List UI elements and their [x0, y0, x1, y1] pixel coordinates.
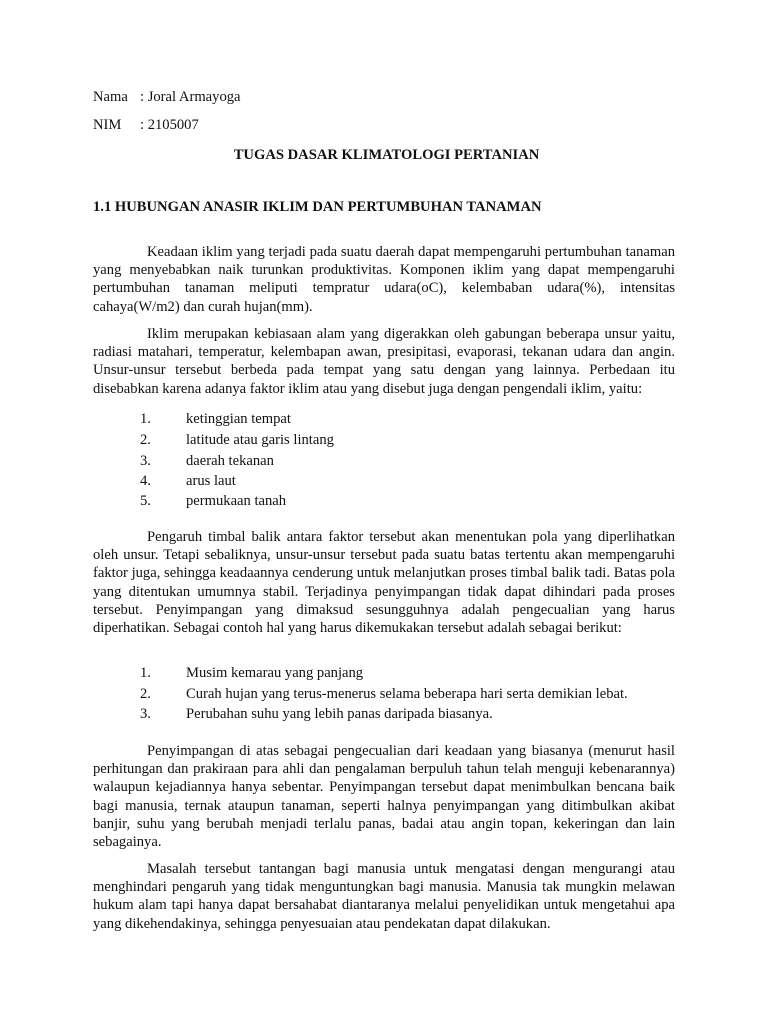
paragraph-3-text: Pengaruh timbal balik antara faktor tersebut akan menentukan pola yang diperlihatkan oleh unsur. Tetapi sebaliknya, unsur-unsur tersebut pada suatu batas tertentu akan mempengaruhi faktor juga, sehingga keadaannya cenderung untuk melanjutkan proses timbal balik tadi. Batas pola yang ditentukan umumnya stabil. Terjadinya penyimpangan tidak dapat dihindari pada proses tersebut. Penyimpangan yang dimaksud sesungguhnya adalah pengecualian yang harus diperhatikan. Sebagai contoh hal yang harus dikemukakan tersebut adalah sebagai berikut:	[93, 529, 675, 637]
paragraph-1	[93, 243, 675, 316]
nim-value: : 2105007	[140, 117, 199, 133]
list-item-text: Musim kemarau yang panjang	[186, 665, 364, 681]
list-item-text: daerah tekanan	[186, 453, 274, 469]
list-item-number: 3.	[140, 453, 151, 469]
list-item-number: 2.	[140, 432, 151, 448]
list-item-number: 2.	[140, 686, 151, 702]
list-item-number: 1.	[140, 411, 151, 427]
paragraph-4	[93, 742, 675, 851]
document-title: TUGAS DASAR KLIMATOLOGI PERTANIAN	[233, 147, 540, 163]
section-heading: 1.1 HUBUNGAN ANASIR IKLIM DAN PERTUMBUHAN TANAMAN	[93, 199, 542, 215]
name-value: : Joral Armayoga	[140, 89, 241, 105]
list-item-number: 1.	[140, 665, 151, 681]
list-item-text: Perubahan suhu yang lebih panas daripada biasanya.	[186, 706, 493, 722]
paragraph-5-text: Masalah tersebut tantangan bagi manusia untuk mengatasi dengan mengurangi atau menghindari pengaruh yang tidak menguntungkan bagi manusia. Manusia tak mungkin melawan hukum alam tapi hanya dapat bersahabat diantaranya melalui penyelidikan untuk mengetahui apa yang dikehendakinya, sehingga penyesuaian atau pendekatan dapat dilakukan.	[93, 861, 675, 932]
name-label: Nama	[93, 89, 128, 105]
nim-label: NIM	[93, 117, 122, 133]
paragraph-2-text: Iklim merupakan kebiasaan alam yang digerakkan oleh gabungan beberapa unsur yaitu, radiasi matahari, temperatur, kelembapan awan, presipitasi, evaporasi, tekanan udara dan angin. Unsur-unsur tersebut berbeda pada tempat yang satu dengan yang lainnya. Perbedaan itu disebabkan karena adanya faktor iklim atau yang disebut juga dengan pengendali iklim, yaitu:	[93, 326, 675, 397]
list-item-text: Curah hujan yang terus-menerus selama beberapa hari serta demikian lebat.	[186, 686, 628, 702]
list-item-text: latitude atau garis lintang	[186, 432, 334, 448]
list-item-number: 3.	[140, 706, 151, 722]
paragraph-4-text: Penyimpangan di atas sebagai pengecualian dari keadaan yang biasanya (menurut hasil perhitungan dan prakiraan para ahli dan pengalaman berpuluh tahun telah menguji kebenarannya) walaupun kejadiannya hanya sebentar. Penyimpangan tersebut dapat menimbulkan bencana baik bagi manusia, ternak ataupun tanaman, seperti halnya penyimpangan yang ditimbulkan akibat banjir, suhu yang berubah menjadi terlalu panas, badai atau angin topan, kekeringan dan lain sebagainya.	[93, 743, 675, 851]
list-item-number: 5.	[140, 493, 151, 509]
list-item-text: ketinggian tempat	[186, 411, 291, 427]
list-item-text: arus laut	[186, 473, 236, 489]
paragraph-3	[93, 528, 675, 637]
list-item-text: permukaan tanah	[186, 493, 287, 509]
paragraph-1-text: Keadaan iklim yang terjadi pada suatu daerah dapat mempengaruhi pertumbuhan tanaman yang menyebabkan naik turunkan produktivitas. Komponen iklim yang dapat mempengaruhi pertumbuhan tanaman meliputi tempratur udara(oC), kelembaban udara(%), intensitas cahaya(W/m2) dan curah hujan(mm).	[93, 244, 675, 315]
list-item-number: 4.	[140, 473, 151, 489]
paragraph-5	[93, 860, 675, 933]
paragraph-2	[93, 325, 675, 398]
